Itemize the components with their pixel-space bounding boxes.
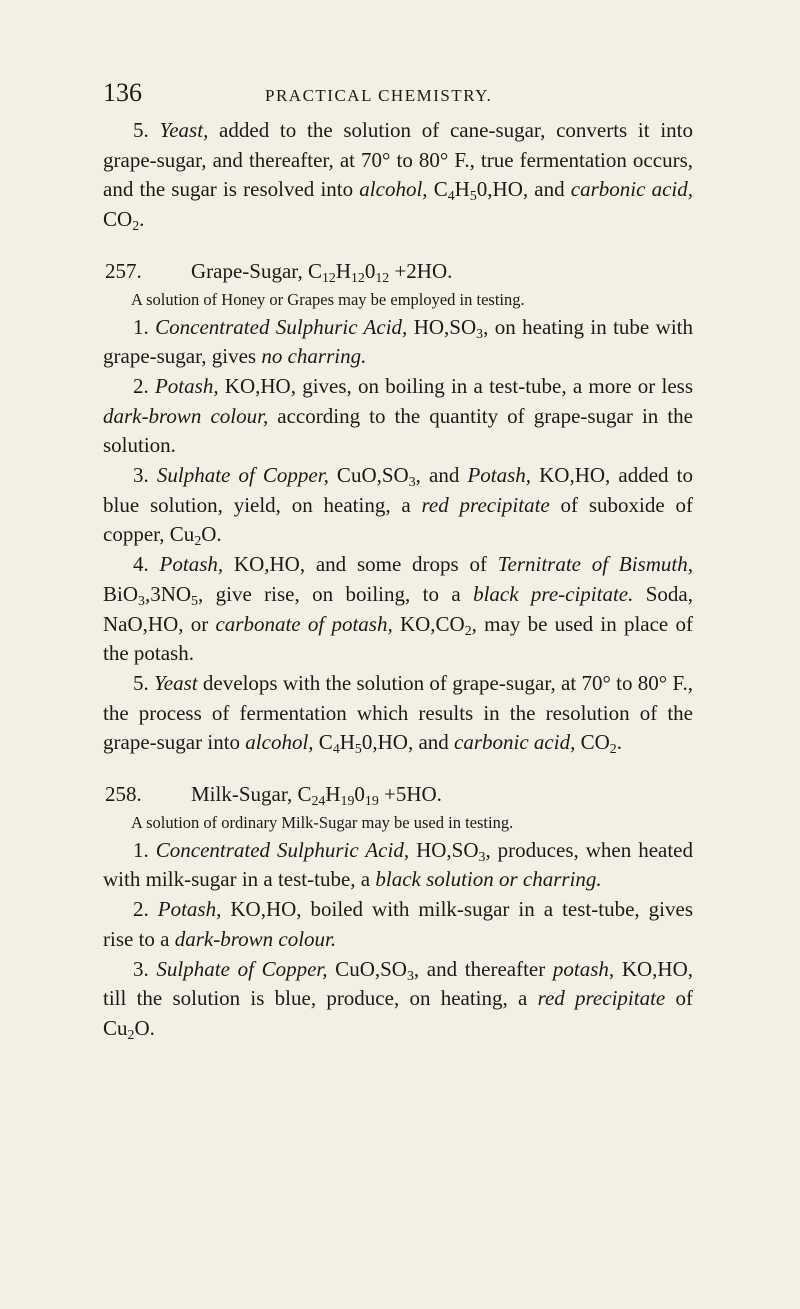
section-258-heading: 258. Milk-Sugar, $C_{24}H_{19}0_{19} +5HO$. bbox=[105, 782, 442, 808]
section-257-heading: 257. Grape-Sugar, $C_{12}H_{12}0_{12} +2HO$. bbox=[105, 258, 453, 285]
section-257-item-5: 5. Yeast develops with the solution of grape-sugar, at 70° to 80° F., the process of fermentation which results in the resolution of the grape-sugar into alcohol, $C_4H_50,HO$, and carbonic acid, $CO_2$. bbox=[103, 670, 693, 757]
intro-paragraph: 5. Yeast, added to the solution of cane-sugar, converts it into grape-sugar, and thereafter, at 70° to 80° F., true fermentation occurs, and the sugar is resolved into alcohol, $C_4H_50,HO$, and carbonic acid, $CO_2$. bbox=[103, 118, 694, 233]
page-body bbox=[103, 116, 693, 1044]
section-258-item-2: 2. Potash, KO,HO, boiled with milk-sugar in a test-tube, gives rise to a dark-brown colour. bbox=[103, 897, 693, 951]
section-257-note: A solution of Honey or Grapes may be employed in testing. bbox=[131, 289, 525, 309]
page-header bbox=[103, 78, 733, 118]
section-257-item-3: 3. Sulphate of Copper, $CuO,SO_3$, and Potash, KO,HO, added to blue solution, yield, on heating, a red precipitate of suboxide of copper, $Cu_2O$. bbox=[103, 463, 693, 549]
section-257-item-2: 2. Potash, KO,HO, gives, on boiling in a test-tube, a more or less dark-brown colour, according to the quantity of grape-sugar in the solution. bbox=[103, 373, 694, 458]
section-258-item-1: 1. Concentrated Sulphuric Acid, $HO,SO_3$, produces, when heated with milk-sugar in a test-tube, a black solution or charring. bbox=[103, 837, 694, 892]
running-head: PRACTICAL CHEMISTRY. bbox=[265, 86, 493, 105]
section-257-item-1: 1. Concentrated Sulphuric Acid, $HO,SO_3$, on heating in tube with grape-sugar, gives no charring. bbox=[103, 314, 693, 369]
section-258-note: A solution of ordinary Milk-Sugar may be used in testing. bbox=[131, 812, 514, 832]
section-257-item-4: 4. Potash, KO,HO, and some drops of Ternitrate of Bismuth, $BiO_3,3NO_5$, give rise, on boiling, to a black pre-cipitate. Soda, NaO,HO, or carbonate of potash, $KO,CO_2$, may be used in place of the potash. bbox=[103, 552, 693, 666]
section-258-item-3: 3. Sulphate of Copper, $CuO,SO_3$, and thereafter potash, KO,HO, till the solution is blue, produce, on heating, a red precipitate of $Cu_2O$. bbox=[103, 956, 693, 1042]
page-number: 136 bbox=[103, 78, 142, 107]
